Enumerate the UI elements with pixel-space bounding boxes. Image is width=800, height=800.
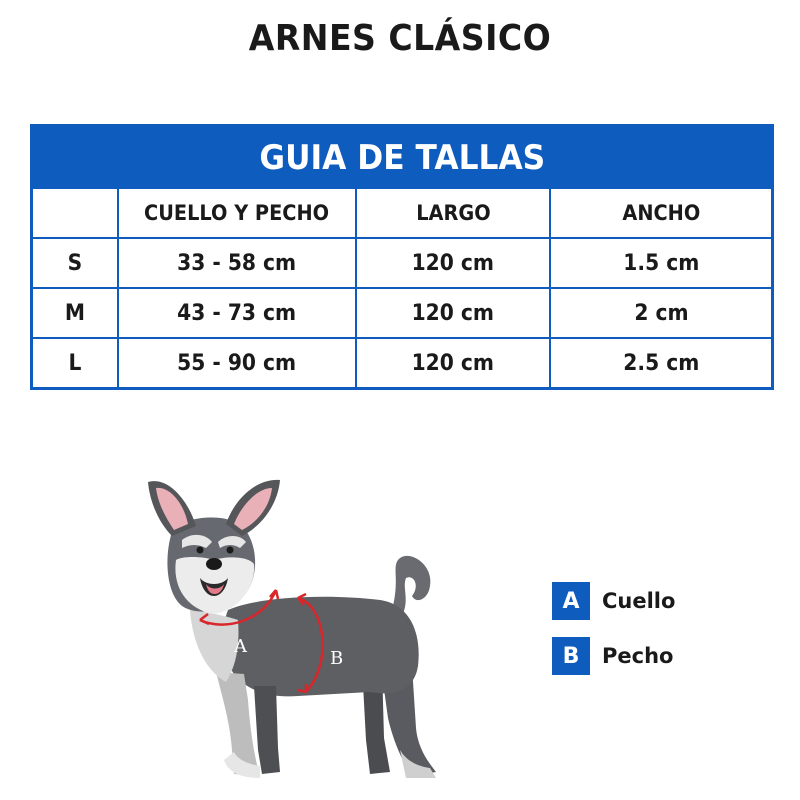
- size-table: [33, 189, 771, 387]
- legend-key-b: B: [552, 637, 590, 675]
- table-header-row: [33, 189, 771, 238]
- legend-label-pecho: Pecho: [602, 644, 674, 668]
- largo-cell: 120 cm: [356, 238, 550, 288]
- largo-cell: 120 cm: [356, 338, 550, 387]
- cuello-pecho-cell: 43 - 73 cm: [118, 288, 356, 338]
- ancho-cell: 2.5 cm: [550, 338, 771, 387]
- dog-chest-fur: [190, 610, 239, 682]
- table-row: [33, 338, 771, 387]
- column-header-cuello-pecho: CUELLO Y PECHO: [118, 189, 356, 238]
- largo-cell: 120 cm: [356, 288, 550, 338]
- dog-nose: [206, 558, 222, 570]
- legend-item: [552, 638, 675, 674]
- size-cell: L: [33, 338, 118, 387]
- column-header-ancho: ANCHO: [550, 189, 771, 238]
- measurement-legend: [552, 583, 675, 693]
- column-header-largo: LARGO: [356, 189, 550, 238]
- size-cell: M: [33, 288, 118, 338]
- neck-mark-a: A: [234, 636, 247, 657]
- size-cell: S: [33, 238, 118, 288]
- dog-eye-right: [227, 547, 234, 554]
- size-guide-table: [30, 124, 774, 390]
- size-guide-heading: [33, 127, 771, 189]
- table-row: [33, 238, 771, 288]
- legend-label-cuello: Cuello: [602, 589, 676, 613]
- ancho-cell: 2 cm: [550, 288, 771, 338]
- cuello-pecho-cell: 33 - 58 cm: [118, 238, 356, 288]
- table-row: [33, 288, 771, 338]
- column-header-size: [33, 189, 118, 238]
- dog-eye-left: [197, 547, 204, 554]
- cuello-pecho-cell: 55 - 90 cm: [118, 338, 356, 387]
- chest-mark-b: B: [330, 648, 344, 669]
- dog-body: [223, 597, 418, 697]
- legend-key-a: A: [552, 582, 590, 620]
- size-guide-heading-text: GUIA DE TALLAS: [259, 138, 545, 178]
- dog-front-leg-far: [254, 686, 280, 774]
- page-title: ARNES CLÁSICO: [248, 18, 552, 59]
- ancho-cell: 1.5 cm: [550, 238, 771, 288]
- dog-measurement-illustration: [130, 460, 470, 790]
- legend-item: [552, 583, 675, 619]
